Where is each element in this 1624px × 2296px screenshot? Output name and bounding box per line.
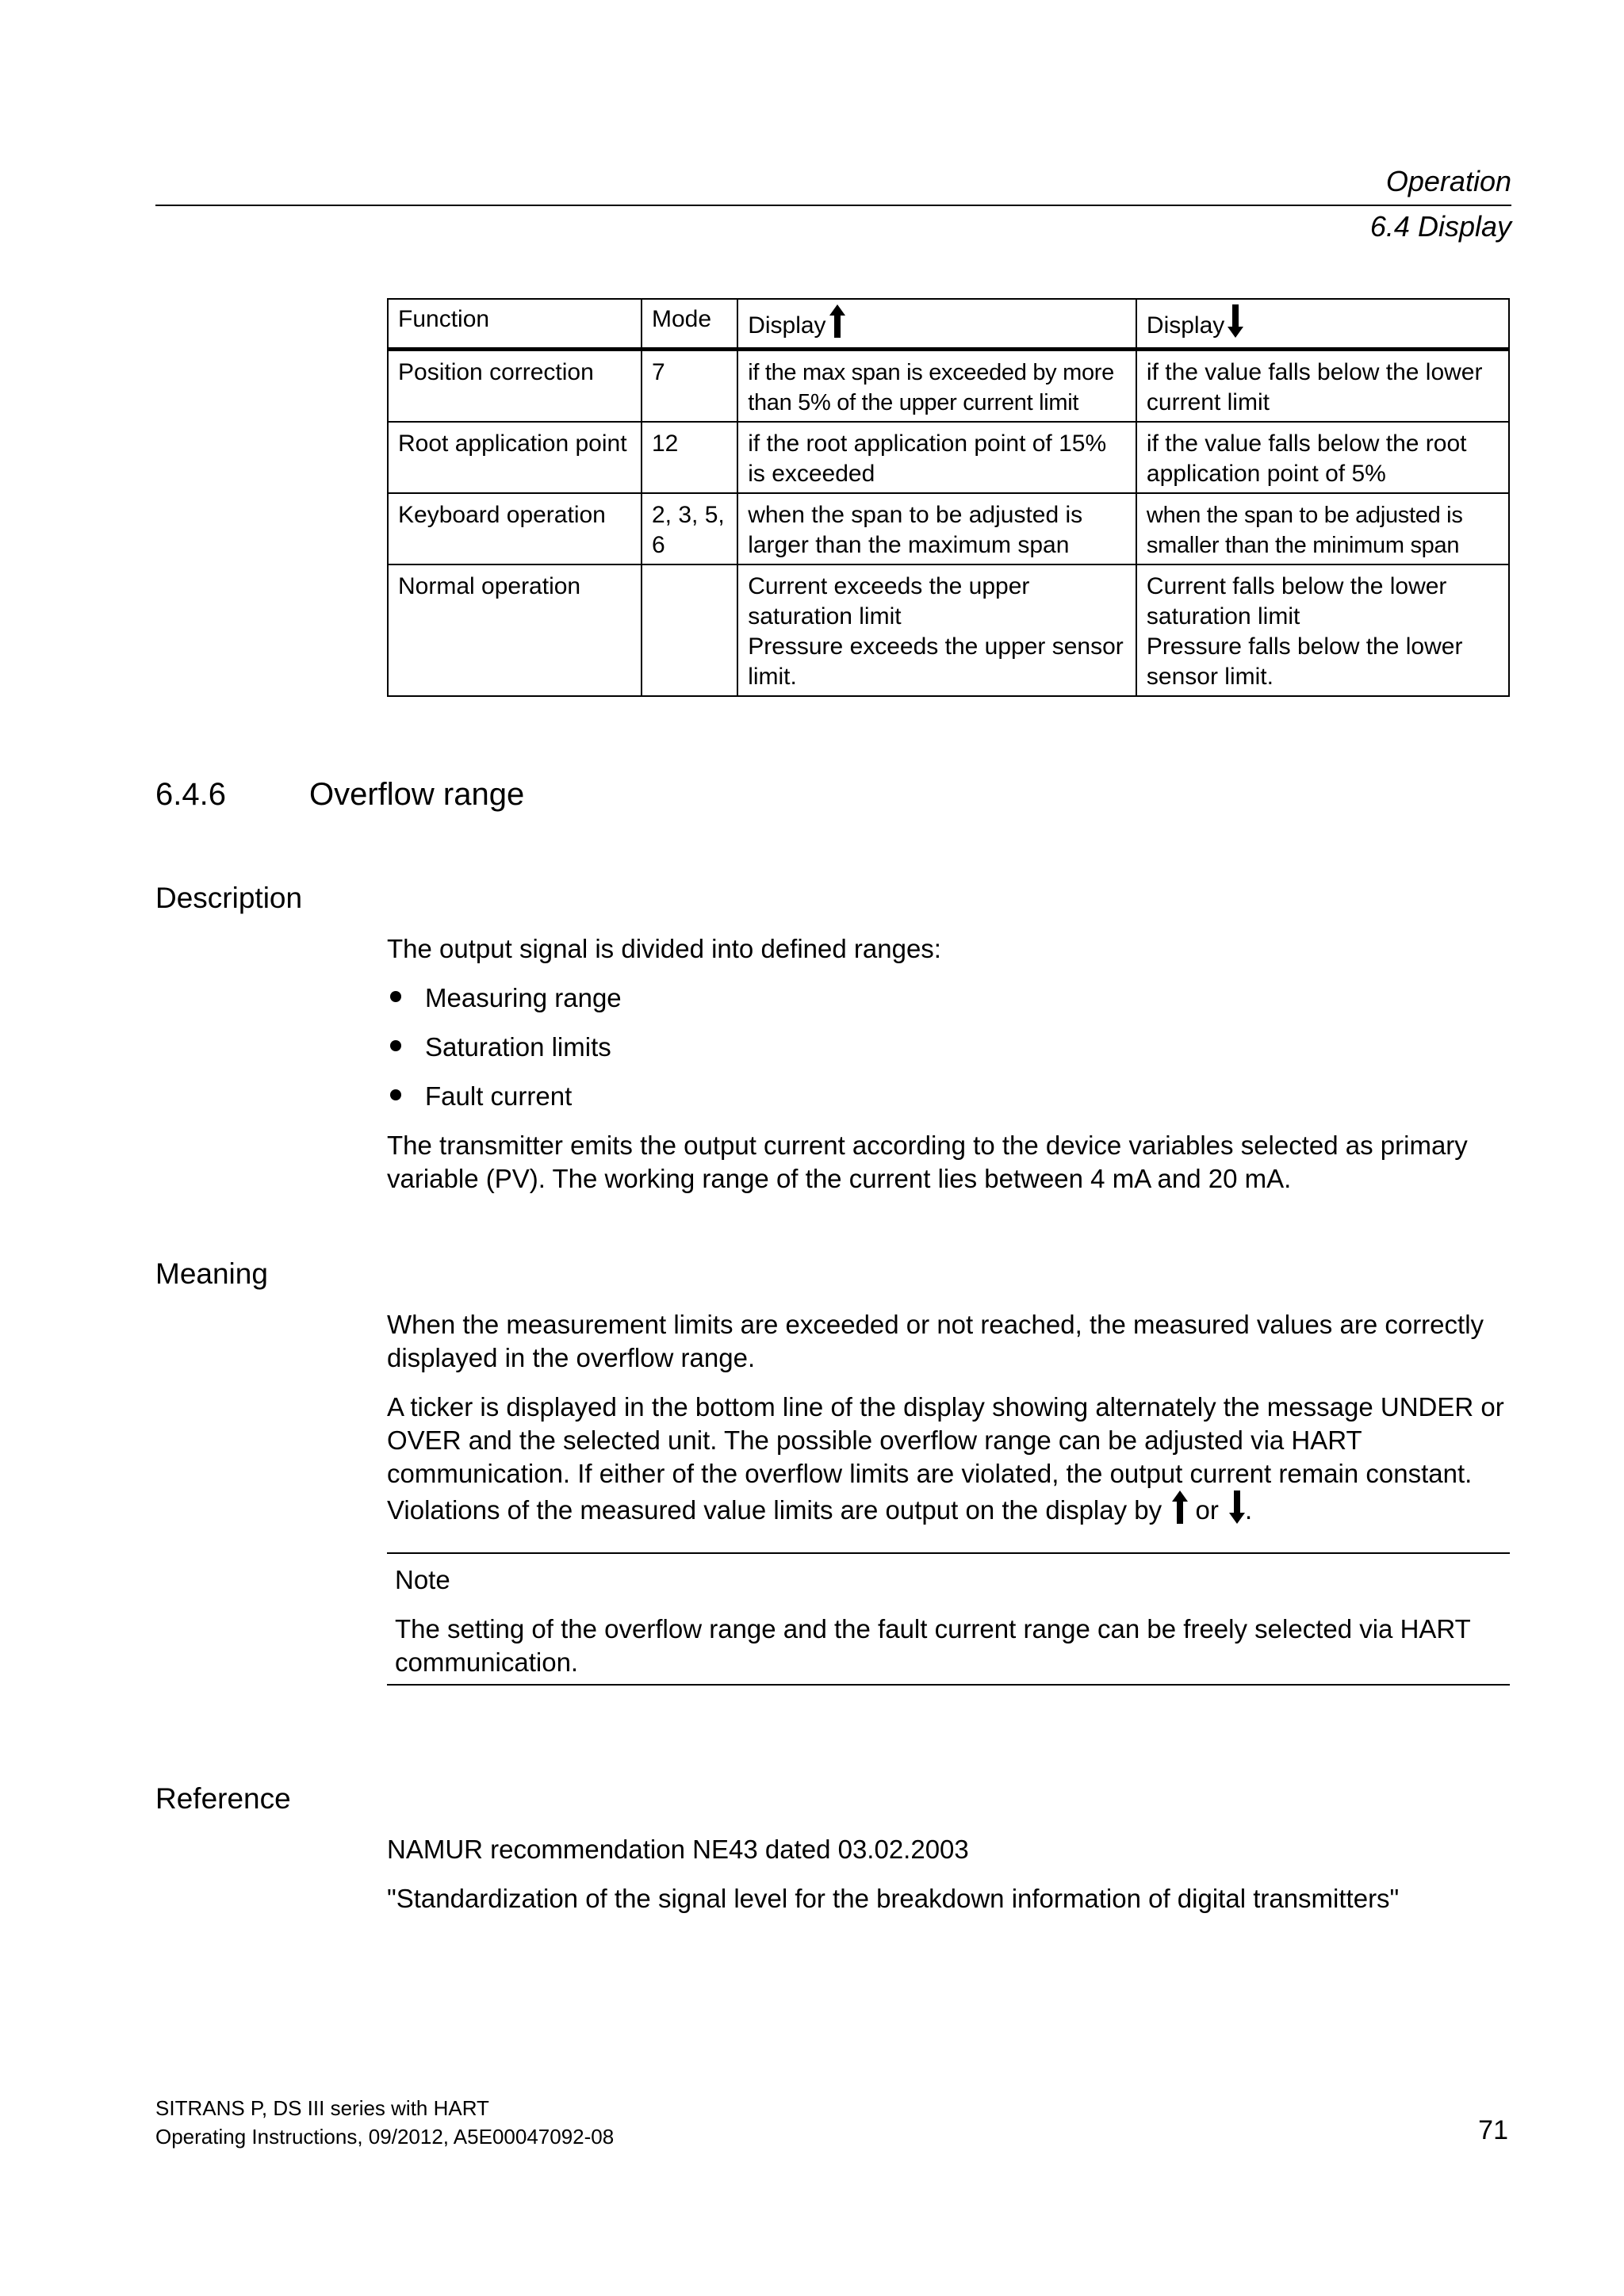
col-header-mode: Mode <box>642 299 737 350</box>
table-cell: Position correction <box>388 350 642 423</box>
table-cell <box>642 564 737 696</box>
table-cell: Normal operation <box>388 564 642 696</box>
col-header-display-down <box>1136 299 1509 350</box>
table-cell: Current falls below the lower saturation limit Pressure falls below the lower sensor limit. <box>1136 564 1509 696</box>
table-cell: 7 <box>642 350 737 423</box>
table-cell: if the max span is exceeded by more than 5% of the upper current limit <box>737 350 1136 423</box>
description-heading: Description <box>155 882 303 914</box>
table-row <box>388 493 1509 564</box>
display-function-table <box>387 298 1510 697</box>
table-cell: when the span to be adjusted is larger than the maximum span <box>737 493 1136 564</box>
reference-line-1: NAMUR recommendation NE43 dated 03.02.2003 <box>387 1835 969 1864</box>
reference-heading: Reference <box>155 1782 291 1815</box>
header-rule <box>155 205 1511 206</box>
description-text: The transmitter emits the output current according to the device variables selected as primary variable (PV). The working range of the current lies between 4 mA and 20 mA. <box>387 1131 1468 1193</box>
list-item <box>387 982 622 1015</box>
table-cell: 2, 3, 5, 6 <box>642 493 737 564</box>
bullet-icon <box>390 1089 401 1100</box>
list-item-text: Measuring range <box>425 983 622 1012</box>
note-top-rule <box>387 1552 1510 1554</box>
table-cell: Keyboard operation <box>388 493 642 564</box>
table-row <box>388 564 1509 696</box>
section-number: 6.4.6 <box>155 777 226 812</box>
list-item-text: Fault current <box>425 1081 573 1111</box>
arrow-down-icon <box>1229 1490 1245 1532</box>
section-title: Overflow range <box>309 777 525 812</box>
table-cell: Current exceeds the upper saturation limit Pressure exceeds the upper sensor limit. <box>737 564 1136 696</box>
note-text: The setting of the overflow range and the fault current range can be freely selected via HART communication. <box>395 1614 1471 1677</box>
running-header-subsection: 6.4 Display <box>1369 210 1511 243</box>
note-title: Note <box>395 1565 450 1594</box>
meaning-paragraph-2 <box>387 1391 1513 1532</box>
running-header-section: Operation <box>1385 165 1511 197</box>
table-cell: Root application point <box>388 422 642 493</box>
table-header-row <box>388 299 1509 350</box>
col-header-display-up <box>737 299 1136 350</box>
meaning-period: . <box>1245 1495 1253 1525</box>
meaning-or: or <box>1195 1495 1219 1525</box>
bullet-icon <box>390 991 401 1002</box>
table-cell: if the root application point of 15% is exceeded <box>737 422 1136 493</box>
meaning-heading: Meaning <box>155 1257 268 1290</box>
table-cell: if the value falls below the lower current limit <box>1136 350 1509 423</box>
col-header-display-down-label: Display <box>1146 312 1225 339</box>
table-row <box>388 350 1509 423</box>
list-item-text: Saturation limits <box>425 1032 611 1062</box>
arrow-up-icon <box>1172 1490 1188 1532</box>
table-cell: when the span to be adjusted is smaller than the minimum span <box>1136 493 1509 564</box>
meaning-paragraph-1: When the measurement limits are exceeded or not reached, the measured values are correctly displayed in the overflow range. <box>387 1310 1484 1372</box>
bullet-icon <box>390 1040 401 1051</box>
page-number: 71 <box>1478 2115 1508 2145</box>
arrow-down-icon <box>1228 304 1243 346</box>
meaning-paragraph-2-text: A ticker is displayed in the bottom line of the display showing alternately the message UNDER or OVER and the selected unit. The possible overflow range can be adjusted via HART communication. If either of the overflow limits are violated, the output current remain constant. Violations of the measured value limits are output on the display by <box>387 1392 1504 1525</box>
col-header-display-up-label: Display <box>748 312 826 339</box>
list-item <box>387 1080 572 1113</box>
col-header-function: Function <box>388 299 642 350</box>
footer-document-info: Operating Instructions, 09/2012, A5E00047092-08 <box>155 2125 615 2149</box>
footer-product: SITRANS P, DS III series with HART <box>155 2096 489 2120</box>
reference-line-2: "Standardization of the signal level for the breakdown information of digital transmitters" <box>387 1884 1400 1913</box>
table-cell: if the value falls below the root application point of 5% <box>1136 422 1509 493</box>
note-bottom-rule <box>387 1684 1510 1686</box>
arrow-up-icon <box>829 304 845 346</box>
table-row <box>388 422 1509 493</box>
description-intro: The output signal is divided into defined ranges: <box>387 934 941 963</box>
table-cell: 12 <box>642 422 737 493</box>
list-item <box>387 1031 611 1064</box>
